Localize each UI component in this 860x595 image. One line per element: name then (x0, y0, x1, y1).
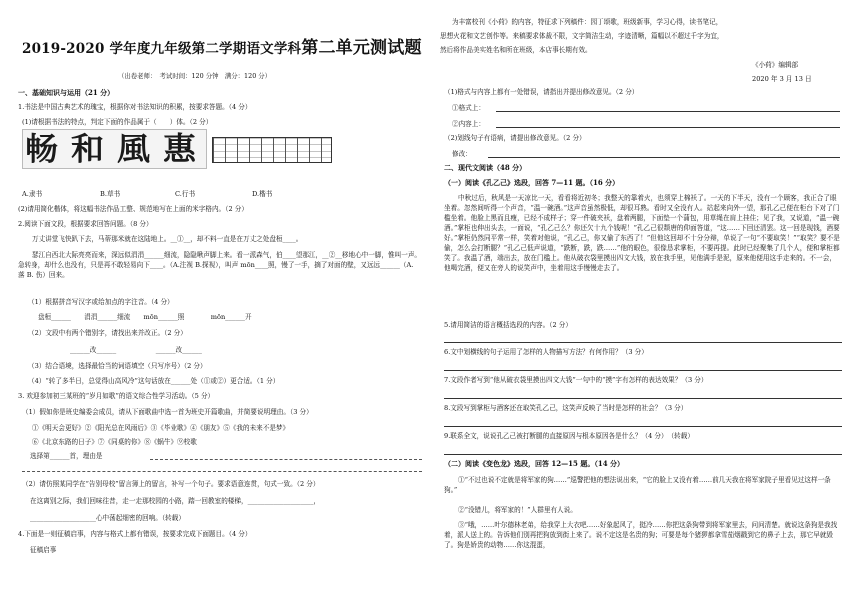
q2-r1: （1）根据拼音写汉字或给加点的字注音。（4 分） (28, 298, 174, 306)
calli-char-1: 畅 (25, 129, 58, 168)
notice-body-3: 然后将作品美实姓名和所在班级，本店事长期有效。 (440, 46, 592, 54)
q1-option-d[interactable]: D.楷书 (252, 190, 273, 198)
q4-notice-tag: 征稿启事 (30, 546, 57, 554)
q7-answer-line[interactable] (444, 398, 842, 399)
writing-grid[interactable] (212, 137, 332, 163)
q2-r1-blanks[interactable]: 盘桓______ 涓涓______细流 mōn______照 mōn______开 (38, 313, 252, 321)
q2-r2-blanks[interactable]: ______改______ ______改______ (70, 346, 202, 354)
reading-b-line3: ③“哦，……叶尔德林老弟，给我穿上大衣吧……好象起风了，挺冷……你把这条狗带到将军家里去，问问清楚。就说这条狗是我找着，派人送上的。告诉他们别再把狗放到街上来了。说不定这是名贵的狗；可要是每个猪猡都拿雪茄烟戳到它的鼻子上去，那它早就毁了。狗是娇贵的动物……你这混蛋， (444, 521, 838, 550)
notice-signature: 《小荷》编辑部 (752, 61, 799, 69)
q3-s2-line2[interactable]: ____________________心中荡起细密的回响。（转载） (30, 514, 185, 522)
q4-content-label: ②内容上： (452, 120, 485, 128)
q4-fix-label: 修改： (452, 150, 472, 158)
q3-songs-2: ⑥《北京东路的日子》⑦《同桌的你》⑧《蜗牛》⑨校歌 (32, 438, 197, 446)
reading-b-head: （二）阅读《变色龙》选段，回答 12—15 题。（14 分） (444, 459, 625, 468)
calli-char-3: 風 (117, 129, 150, 168)
reading-a-text: 中秋过后，秋风是一天凉比一天，看看将近初冬；我整天的靠着火，也须穿上棉袄了。一天的下半天，没有一个顾客，我正合了眼坐着。忽然间听得一个声音，“温一碗酒。”这声音虽然极低，却很耳熟。看时又全没有人。站起来向外一望，那孔乙己便在柜台下对了门槛坐着。他脸上黑而且瘦，已经不成样子；穿一件破夹袄，盘着两腿，下面垫一个蒲包，用草绳在肩上挂住；见了我，又说道，“温一碗酒。”掌柜也伸出头去，一面说，“孔乙己么？你还欠十九个钱呢！”孔乙己很颓唐的仰面答道，“这……下回还清罢。这一回是现钱，酒要好。”掌柜仍然同平常一样，笑着对他说，“孔乙己，你又偷了东西了！”但他这回却不十分分辩，单说了一句“不要取笑！”“取笑？要不是偷，怎么会打断腿？”孔乙己低声说道，“跌断，跌，跌……”他的眼色，很像恳求掌柜，不要再提。此时已经聚集了几个人，便和掌柜都笑了。我温了酒，端出去，放在门槛上。他从破衣袋里摸出四文大钱，放在我手里，见他满手是泥，原来他便用这手走来的。不一会，他喝完酒，便又在旁人的说笑声中，坐着用这手慢慢走去了。 (444, 194, 840, 273)
reading-a-head: （一）阅读《孔乙己》选段，回答 7—11 题。（16 分） (444, 178, 620, 187)
notice-body-2: 思想火花和文艺创作等。来稿要求体裁不限，文字简洁生动，字迹清晰，篇幅以不超过千字为宜， (440, 32, 724, 40)
q3-pick: 选择第______首，理由是 (30, 452, 103, 460)
q4-s2: （2)划线句子有语病，请提出修改意见。（2 分） (444, 134, 586, 142)
q4-content-line[interactable] (496, 127, 840, 128)
q1-option-b[interactable]: B.草书 (100, 190, 121, 198)
notice-body-1: 为丰富校刊《小荷》的内容，特征求下列稿件：园丁颂歌，班级新事，学习心得，读书笔记， (452, 18, 723, 26)
section-reading: 二、现代文阅读（48 分） (444, 163, 527, 172)
q5-answer-line[interactable] (444, 342, 842, 343)
q3-s2-line1[interactable]: 在这离别之际，我们回味往昔，走一走那校园的小路，踏一回教室的楼梯，____________________， (30, 497, 321, 505)
q2-r3: （3）结合语境，选择最恰当的词语填空（只写序号）（2 分） (28, 362, 207, 370)
q3-s2: （2）请仿照某同学在“告别母校”留言簿上的留言，补写一个句子。要求语意连贯，句式一致。（2 分） (22, 480, 320, 488)
q6-answer-line[interactable] (444, 370, 842, 371)
title-big: 第二单元测试题 (301, 38, 422, 58)
q1-sub1: (1)请根据书法的特点，判定下面的作品属于（ ）体。（2 分） (22, 118, 213, 126)
title-main: 2019-2020 学年度九年级第二学期语文学科 (22, 41, 302, 57)
calligraphy-image (22, 129, 207, 169)
q3-pick-line[interactable] (150, 459, 422, 460)
q4-format-label: ①格式上： (452, 104, 485, 112)
q4-s1: （1)格式与内容上都有一处错误，请指出并提出修改意见。（2 分） (444, 88, 639, 96)
q2-r2: （2）文段中有两个错别字，请找出来并改正。（2 分） (28, 329, 187, 337)
q3-songs-1: ①《明天会更好》②《阳光总在风雨后》③《毕业歌》④《朋友》⑤《我的未来不是梦》 (32, 424, 290, 432)
q2-para2: 瑟江自西北大际亮亮而来，深远似涓涓______细流，隐隐啾声脚上来。看一派森气，伯____望那江，__②__移地心中一脚，惟叫一声。急转身，却什么也没有，只是再不敢轻易向下____。（A.注视 B.探视），叫声 mōn____照，慢了一手，摘了对面的壁，又远远______（A. 落 B. 伤）回来。 (18, 251, 422, 280)
q8-answer-line[interactable] (444, 426, 842, 427)
reading-b-line1: ①“不过也说不定就是将军家的狗……”巡警把他的想法说出来，“它的脸上又没有着……前几天我在将军家院子里看见过这样一条狗。” (444, 476, 831, 495)
exam-title (22, 38, 422, 59)
q9-answer-line[interactable] (444, 454, 842, 455)
q1-sub2: (2)请用简化楷体，将这幅书法作品工整、规范地写在上面的米字格内。（2 分） (18, 205, 248, 213)
q4-stem: 4.下面是一则征稿启事，内容与格式上都有错误，按要求完成下面题目。（4 分） (18, 530, 252, 538)
exam-subtitle: （出卷老师： 考试时间：120 分钟 满分：120 分） (118, 72, 272, 80)
q3-s1: （1）假如你是班史编委会成员，请从下面歌曲中选一首为班史开篇歌曲，并简要说明理由。（3 分） (22, 408, 313, 416)
q6-text: 6.文中划横线的句子运用了怎样的人物描写方法？有何作用？（3 分） (444, 348, 648, 356)
calli-char-4: 惠 (163, 129, 196, 168)
calli-char-2: 和 (71, 129, 104, 168)
q3-pick-line-2[interactable] (22, 471, 422, 472)
q9-text: 9.联系全文，说说孔乙己被打断腿的直接原因与根本原因各是什么？（4 分） （转载） (444, 432, 694, 440)
q5-text: 5.请用简洁的语言概括选段的内容。（2 分） (444, 321, 572, 329)
q1-stem: 1.书法是中国古典艺术的瑰宝，根据你对书法知识的积累，按要求答题。（4 分） (18, 103, 252, 111)
q1-option-c[interactable]: C.行书 (175, 190, 196, 198)
notice-date: 2020 年 3 月 13 日 (752, 75, 812, 83)
q2-stem: 2.阅读下面文段，根据要求回答问题。（8 分） (18, 220, 153, 228)
q2-r4: （4）“转了多半日，总觉得山高风冷”这句话放在______处（①或②）更合适。（1 分） (28, 377, 280, 385)
q1-option-a[interactable]: A.隶书 (22, 190, 43, 198)
q8-text: 8.文段写到掌柜与酒客还在取笑孔乙己，这笑声反映了当时是怎样的社会？（3 分） (444, 404, 688, 412)
reading-b-line2: ②“没错儿，将军家的！”人群里有人说。 (458, 506, 577, 514)
section-basics: 一、基础知识与运用（21 分） (18, 88, 115, 97)
q2-para1: 万丈讲堂飞快趴下去，马蒂那米就在这陆地上。__①__，却不料一直是在万丈之处盘桓____。 (32, 235, 303, 243)
q4-format-line[interactable] (496, 111, 840, 112)
q7-text: 7.文段作者写到“他从破衣袋里摸出四文大钱”一句中的“摸”字有怎样的表达效果？（3 分） (444, 376, 708, 384)
q4-fix-line[interactable] (488, 157, 840, 158)
q3-stem: 3. 欢迎参加初三某班的“岁月如歌”的语文综合性学习活动。（5 分） (18, 392, 215, 400)
